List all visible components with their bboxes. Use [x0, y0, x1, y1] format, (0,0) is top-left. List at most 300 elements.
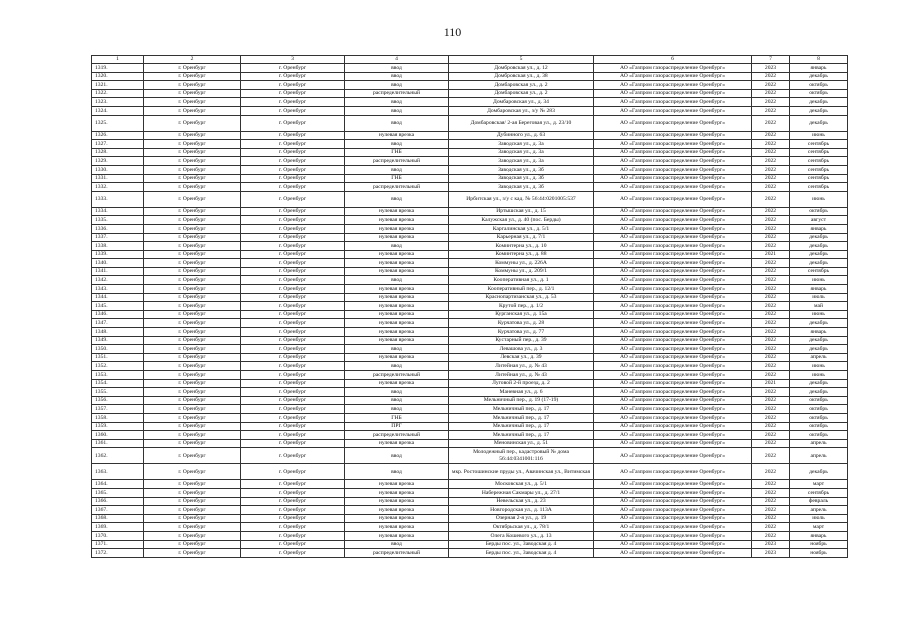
settlement-cell: г. Оренбург [241, 362, 345, 371]
work-type-cell: нулевая врезка [345, 328, 449, 337]
work-type-cell: нулевая врезка [345, 379, 449, 388]
address-cell: Калужская ул., д. 40 (пос. Берды) [449, 216, 594, 225]
month-cell: октябрь [790, 422, 848, 431]
settlement-cell: г. Оренбург [241, 293, 345, 302]
table-row [92, 497, 848, 506]
year-cell: 2022 [752, 242, 790, 251]
settlement-cell: г. Оренбург [241, 549, 345, 558]
work-type-cell: нулевая врезка [345, 336, 449, 345]
organization-cell: АО «Газпром газораспределение Оренбург» [594, 165, 752, 174]
region-cell: г. Оренбург [144, 250, 241, 259]
month-cell: ноябрь [790, 540, 848, 549]
row-number: 1330. [92, 165, 144, 174]
year-cell: 2022 [752, 267, 790, 276]
region-cell: г. Оренбург [144, 165, 241, 174]
month-cell: октябрь [790, 89, 848, 98]
region-cell: г. Оренбург [144, 191, 241, 207]
table-row [92, 89, 848, 98]
address-cell: Новгородская ул., д. 113А [449, 506, 594, 515]
region-cell: г. Оренбург [144, 362, 241, 371]
row-number: 1336. [92, 224, 144, 233]
table-row [92, 353, 848, 362]
table-row [92, 267, 848, 276]
address-cell: Маневная ул., д. 6 [449, 388, 594, 397]
settlement-cell: г. Оренбург [241, 514, 345, 523]
row-number: 1347. [92, 319, 144, 328]
settlement-cell: г. Оренбург [241, 250, 345, 259]
month-cell: апрель [790, 448, 848, 464]
address-cell: Домбаровская/ 2-ая Береговая ул., д. 23/10 [449, 115, 594, 131]
organization-cell: АО «Газпром газораспределение Оренбург» [594, 514, 752, 523]
year-cell: 2021 [752, 379, 790, 388]
address-cell: Меновинская ул., д. 51 [449, 439, 594, 448]
work-type-cell: нулевая врезка [345, 131, 449, 140]
table-row [92, 310, 848, 319]
table-body [92, 56, 848, 558]
table-row [92, 64, 848, 73]
year-cell: 2022 [752, 319, 790, 328]
settlement-cell: г. Оренбург [241, 540, 345, 549]
gas-connections-table [91, 55, 848, 558]
year-cell: 2022 [752, 157, 790, 166]
year-cell: 2022 [752, 183, 790, 192]
table-row [92, 276, 848, 285]
settlement-cell: г. Оренбург [241, 405, 345, 414]
address-cell: Мельничный пер., д. 17 [449, 405, 594, 414]
year-cell: 2022 [752, 448, 790, 464]
address-cell: Октябрьская ул., д. 78/1 [449, 523, 594, 532]
organization-cell: АО «Газпром газораспределение Оренбург» [594, 523, 752, 532]
month-cell: март [790, 480, 848, 489]
work-type-cell: ввод [345, 388, 449, 397]
year-cell: 2022 [752, 514, 790, 523]
address-cell: Домбаровская ул., д. 34 [449, 98, 594, 107]
address-cell: Коммуны ул., д. 209/1 [449, 267, 594, 276]
work-type-cell: нулевая врезка [345, 514, 449, 523]
row-number: 1321. [92, 81, 144, 90]
year-cell: 2022 [752, 506, 790, 515]
month-cell: июнь [790, 362, 848, 371]
organization-cell: АО «Газпром газораспределение Оренбург» [594, 506, 752, 515]
row-number: 1350. [92, 345, 144, 354]
row-number: 1345. [92, 302, 144, 311]
work-type-cell: нулевая врезка [345, 353, 449, 362]
row-number: 1351. [92, 353, 144, 362]
year-cell: 2022 [752, 405, 790, 414]
year-cell: 2022 [752, 362, 790, 371]
row-number: 1348. [92, 328, 144, 337]
table-row [92, 413, 848, 422]
table-row [92, 148, 848, 157]
table-row [92, 336, 848, 345]
row-number: 1325. [92, 115, 144, 131]
settlement-cell: г. Оренбург [241, 523, 345, 532]
year-cell: 2022 [752, 413, 790, 422]
month-cell: октябрь [790, 413, 848, 422]
settlement-cell: г. Оренбург [241, 140, 345, 149]
row-number: 1322. [92, 89, 144, 98]
column-number-header-row [92, 56, 848, 64]
year-cell: 2022 [752, 336, 790, 345]
month-cell: июнь [790, 276, 848, 285]
table-row [92, 328, 848, 337]
year-cell: 2023 [752, 540, 790, 549]
row-number: 1320. [92, 72, 144, 81]
month-cell: январь [790, 285, 848, 294]
settlement-cell: г. Оренбург [241, 488, 345, 497]
settlement-cell: г. Оренбург [241, 319, 345, 328]
region-cell: г. Оренбург [144, 183, 241, 192]
address-cell: Домбровская ул., д. 38 [449, 72, 594, 81]
settlement-cell: г. Оренбург [241, 242, 345, 251]
year-cell: 2022 [752, 488, 790, 497]
organization-cell: АО «Газпром газораспределение Оренбург» [594, 293, 752, 302]
year-cell: 2022 [752, 131, 790, 140]
year-cell: 2022 [752, 148, 790, 157]
region-cell: г. Оренбург [144, 157, 241, 166]
settlement-cell: г. Оренбург [241, 165, 345, 174]
organization-cell: АО «Газпром газораспределение Оренбург» [594, 439, 752, 448]
region-cell: г. Оренбург [144, 293, 241, 302]
work-type-cell: нулевая врезка [345, 319, 449, 328]
work-type-cell: ПРГ [345, 422, 449, 431]
region-cell: г. Оренбург [144, 514, 241, 523]
work-type-cell: ввод [345, 362, 449, 371]
table-row [92, 191, 848, 207]
work-type-cell: распределительный [345, 371, 449, 380]
month-cell: сентябрь [790, 157, 848, 166]
work-type-cell: ввод [345, 115, 449, 131]
table-row [92, 523, 848, 532]
address-cell: Ирбитская ул., з/у с кад. № 56:44:0201005:537 [449, 191, 594, 207]
organization-cell: АО «Газпром газораспределение Оренбург» [594, 388, 752, 397]
work-type-cell: ввод [345, 98, 449, 107]
region-cell: г. Оренбург [144, 310, 241, 319]
organization-cell: АО «Газпром газораспределение Оренбург» [594, 379, 752, 388]
region-cell: г. Оренбург [144, 497, 241, 506]
address-cell: Озерная 2-я ул., д. 19 [449, 514, 594, 523]
settlement-cell: г. Оренбург [241, 64, 345, 73]
year-cell: 2022 [752, 276, 790, 285]
organization-cell: АО «Газпром газораспределение Оренбург» [594, 276, 752, 285]
work-type-cell: нулевая врезка [345, 285, 449, 294]
month-cell: сентябрь [790, 148, 848, 157]
month-cell: июнь [790, 191, 848, 207]
year-cell: 2022 [752, 439, 790, 448]
table-row [92, 115, 848, 131]
month-cell: декабрь [790, 319, 848, 328]
year-cell: 2021 [752, 250, 790, 259]
address-cell: Курчатова ул., д. 77 [449, 328, 594, 337]
organization-cell: АО «Газпром газораспределение Оренбург» [594, 131, 752, 140]
work-type-cell: ГНБ [345, 174, 449, 183]
organization-cell: АО «Газпром газораспределение Оренбург» [594, 353, 752, 362]
row-number: 1362. [92, 448, 144, 464]
month-cell: ноябрь [790, 549, 848, 558]
organization-cell: АО «Газпром газораспределение Оренбург» [594, 81, 752, 90]
work-type-cell: нулевая врезка [345, 506, 449, 515]
address-cell: Курганская ул., д. 15а [449, 310, 594, 319]
settlement-cell: г. Оренбург [241, 115, 345, 131]
table-row [92, 106, 848, 115]
table-row [92, 514, 848, 523]
organization-cell: АО «Газпром газораспределение Оренбург» [594, 207, 752, 216]
work-type-cell: нулевая врезка [345, 224, 449, 233]
table-row [92, 464, 848, 480]
work-type-cell: нулевая врезка [345, 497, 449, 506]
region-cell: г. Оренбург [144, 148, 241, 157]
work-type-cell: распределительный [345, 183, 449, 192]
address-cell: Мельничный пер., д. 17 [449, 431, 594, 440]
month-cell: июль [790, 514, 848, 523]
month-cell: июнь [790, 371, 848, 380]
row-number: 1367. [92, 506, 144, 515]
table-row [92, 549, 848, 558]
work-type-cell: нулевая врезка [345, 216, 449, 225]
table-row [92, 439, 848, 448]
row-number: 1328. [92, 148, 144, 157]
table-row [92, 371, 848, 380]
year-cell: 2022 [752, 422, 790, 431]
year-cell: 2022 [752, 72, 790, 81]
organization-cell: АО «Газпром газораспределение Оренбург» [594, 488, 752, 497]
work-type-cell: нулевая врезка [345, 310, 449, 319]
month-cell: декабрь [790, 72, 848, 81]
work-type-cell: ввод [345, 191, 449, 207]
month-cell: декабрь [790, 98, 848, 107]
settlement-cell: г. Оренбург [241, 81, 345, 90]
row-number: 1329. [92, 157, 144, 166]
settlement-cell: г. Оренбург [241, 371, 345, 380]
address-cell: Коминтерна ул., д. 10 [449, 242, 594, 251]
organization-cell: АО «Газпром газораспределение Оренбург» [594, 98, 752, 107]
row-number: 1357. [92, 405, 144, 414]
address-cell: Заводская ул., д. 3а [449, 148, 594, 157]
month-cell: октябрь [790, 207, 848, 216]
region-cell: г. Оренбург [144, 328, 241, 337]
organization-cell: АО «Газпром газораспределение Оренбург» [594, 72, 752, 81]
year-cell: 2022 [752, 233, 790, 242]
work-type-cell: ввод [345, 64, 449, 73]
row-number: 1342. [92, 276, 144, 285]
table-row [92, 285, 848, 294]
organization-cell: АО «Газпром газораспределение Оренбург» [594, 224, 752, 233]
month-cell: декабрь [790, 233, 848, 242]
year-cell: 2022 [752, 115, 790, 131]
row-number: 1356. [92, 396, 144, 405]
row-number: 1364. [92, 480, 144, 489]
region-cell: г. Оренбург [144, 422, 241, 431]
settlement-cell: г. Оренбург [241, 388, 345, 397]
row-number: 1363. [92, 464, 144, 480]
organization-cell: АО «Газпром газораспределение Оренбург» [594, 191, 752, 207]
work-type-cell: распределительный [345, 431, 449, 440]
row-number: 1323. [92, 98, 144, 107]
settlement-cell: г. Оренбург [241, 448, 345, 464]
month-cell: сентябрь [790, 488, 848, 497]
organization-cell: АО «Газпром газораспределение Оренбург» [594, 140, 752, 149]
region-cell: г. Оренбург [144, 106, 241, 115]
work-type-cell: нулевая врезка [345, 267, 449, 276]
organization-cell: АО «Газпром газораспределение Оренбург» [594, 448, 752, 464]
settlement-cell: г. Оренбург [241, 497, 345, 506]
organization-cell: АО «Газпром газораспределение Оренбург» [594, 431, 752, 440]
organization-cell: АО «Газпром газораспределение Оренбург» [594, 336, 752, 345]
row-number: 1339. [92, 250, 144, 259]
settlement-cell: г. Оренбург [241, 259, 345, 268]
work-type-cell: распределительный [345, 157, 449, 166]
month-cell: октябрь [790, 431, 848, 440]
region-cell: г. Оренбург [144, 224, 241, 233]
row-number: 1343. [92, 285, 144, 294]
region-cell: г. Оренбург [144, 216, 241, 225]
address-cell: Домбровская ул., д. 12 [449, 64, 594, 73]
organization-cell: АО «Газпром газораспределение Оренбург» [594, 242, 752, 251]
row-number: 1337. [92, 233, 144, 242]
organization-cell: АО «Газпром газораспределение Оренбург» [594, 285, 752, 294]
settlement-cell: г. Оренбург [241, 183, 345, 192]
settlement-cell: г. Оренбург [241, 464, 345, 480]
year-cell: 2022 [752, 216, 790, 225]
column-header: 8 [790, 56, 848, 64]
work-type-cell: ГНБ [345, 413, 449, 422]
organization-cell: АО «Газпром газораспределение Оренбург» [594, 157, 752, 166]
region-cell: г. Оренбург [144, 506, 241, 515]
settlement-cell: г. Оренбург [241, 148, 345, 157]
row-number: 1352. [92, 362, 144, 371]
region-cell: г. Оренбург [144, 302, 241, 311]
year-cell: 2022 [752, 353, 790, 362]
address-cell: Московская ул., д. 5/1 [449, 480, 594, 489]
month-cell: декабрь [790, 106, 848, 115]
table-row [92, 165, 848, 174]
month-cell: сентябрь [790, 267, 848, 276]
region-cell: г. Оренбург [144, 371, 241, 380]
address-cell: Литейная ул., д. № 43 [449, 362, 594, 371]
organization-cell: АО «Газпром газораспределение Оренбург» [594, 531, 752, 540]
region-cell: г. Оренбург [144, 131, 241, 140]
month-cell: декабрь [790, 115, 848, 131]
month-cell: март [790, 523, 848, 532]
address-cell: Домбаровская ул., д. 2 [449, 81, 594, 90]
address-cell: Каргалинская ул., д. 5/1 [449, 224, 594, 233]
region-cell: г. Оренбург [144, 439, 241, 448]
region-cell: г. Оренбург [144, 319, 241, 328]
year-cell: 2022 [752, 523, 790, 532]
region-cell: г. Оренбург [144, 405, 241, 414]
region-cell: г. Оренбург [144, 267, 241, 276]
month-cell: сентябрь [790, 174, 848, 183]
month-cell: январь [790, 531, 848, 540]
settlement-cell: г. Оренбург [241, 174, 345, 183]
settlement-cell: г. Оренбург [241, 224, 345, 233]
year-cell: 2022 [752, 285, 790, 294]
work-type-cell: нулевая врезка [345, 531, 449, 540]
settlement-cell: г. Оренбург [241, 285, 345, 294]
organization-cell: АО «Газпром газораспределение Оренбург» [594, 148, 752, 157]
region-cell: г. Оренбург [144, 285, 241, 294]
month-cell: февраль [790, 497, 848, 506]
table-row [92, 131, 848, 140]
row-number: 1366. [92, 497, 144, 506]
organization-cell: АО «Газпром газораспределение Оренбург» [594, 233, 752, 242]
row-number: 1324. [92, 106, 144, 115]
table-row [92, 250, 848, 259]
settlement-cell: г. Оренбург [241, 157, 345, 166]
region-cell: г. Оренбург [144, 336, 241, 345]
region-cell: г. Оренбург [144, 353, 241, 362]
organization-cell: АО «Газпром газораспределение Оренбург» [594, 115, 752, 131]
table-row [92, 396, 848, 405]
table-row [92, 174, 848, 183]
region-cell: г. Оренбург [144, 523, 241, 532]
work-type-cell: ввод [345, 72, 449, 81]
month-cell: декабрь [790, 379, 848, 388]
settlement-cell: г. Оренбург [241, 506, 345, 515]
settlement-cell: г. Оренбург [241, 480, 345, 489]
year-cell: 2022 [752, 310, 790, 319]
row-number: 1338. [92, 242, 144, 251]
column-header: 3 [241, 56, 345, 64]
month-cell: январь [790, 328, 848, 337]
address-cell: Кустарный пер., д. 39 [449, 336, 594, 345]
region-cell: г. Оренбург [144, 480, 241, 489]
address-cell: Курчатова ул., д. 28 [449, 319, 594, 328]
work-type-cell: нулевая врезка [345, 439, 449, 448]
region-cell: г. Оренбург [144, 140, 241, 149]
column-header: 7 [752, 56, 790, 64]
work-type-cell: ввод [345, 448, 449, 464]
year-cell: 2022 [752, 293, 790, 302]
table-row [92, 388, 848, 397]
work-type-cell: нулевая врезка [345, 259, 449, 268]
table-row [92, 540, 848, 549]
table-row [92, 302, 848, 311]
month-cell: сентябрь [790, 165, 848, 174]
table-row [92, 216, 848, 225]
month-cell: октябрь [790, 396, 848, 405]
organization-cell: АО «Газпром газораспределение Оренбург» [594, 302, 752, 311]
address-cell: Домбаровская ул., з/у № 283 [449, 106, 594, 115]
region-cell: г. Оренбург [144, 531, 241, 540]
row-number: 1359. [92, 422, 144, 431]
address-cell: Карьерная ул., д. 7/1 [449, 233, 594, 242]
settlement-cell: г. Оренбург [241, 396, 345, 405]
year-cell: 2023 [752, 549, 790, 558]
month-cell: июнь [790, 310, 848, 319]
table-row [92, 140, 848, 149]
table-row [92, 224, 848, 233]
row-number: 1319. [92, 64, 144, 73]
organization-cell: АО «Газпром газораспределение Оренбург» [594, 396, 752, 405]
row-number: 1344. [92, 293, 144, 302]
region-cell: г. Оренбург [144, 174, 241, 183]
month-cell: декабрь [790, 242, 848, 251]
year-cell: 2022 [752, 98, 790, 107]
work-type-cell: ввод [345, 276, 449, 285]
region-cell: г. Оренбург [144, 242, 241, 251]
table-row [92, 379, 848, 388]
year-cell: 2022 [752, 174, 790, 183]
region-cell: г. Оренбург [144, 488, 241, 497]
row-number: 1365. [92, 488, 144, 497]
region-cell: г. Оренбург [144, 464, 241, 480]
address-cell: мкр. Ростошинские пруды ул., Авачинская ул., Витимская [449, 464, 594, 480]
table-row [92, 448, 848, 464]
table-row [92, 405, 848, 414]
work-type-cell: нулевая врезка [345, 293, 449, 302]
year-cell: 2023 [752, 64, 790, 73]
